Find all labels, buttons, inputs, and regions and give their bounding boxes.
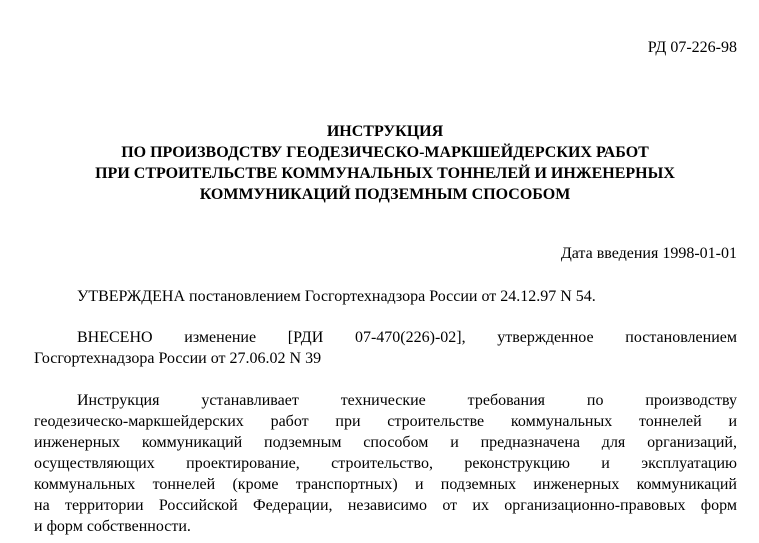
document-code: РД 07-226-98 — [647, 39, 737, 56]
approval-line-1 — [34, 286, 737, 307]
scope-paragraph — [34, 390, 737, 537]
title-line-4: КОММУНИКАЦИЙ ПОДЗЕМНЫМ СПОСОБОМ — [199, 186, 571, 203]
scope-line-6: на территории Российской Федерации, независимо от их организационно-правовых форм — [34, 497, 737, 514]
amendment-line-1 — [34, 327, 737, 348]
amendment-line-2: Госгортехнадзора России от 27.06.02 N 39 — [34, 350, 322, 367]
scope-line-4: осуществляющих проектирование, строительство, реконструкцию и эксплуатацию — [34, 455, 737, 472]
amendment-paragraph — [34, 327, 737, 369]
document-title — [0, 121, 759, 205]
scope-line-3: инженерных коммуникаций подземным способом и предназначена для организаций, — [34, 434, 737, 451]
scope-line-2: геодезическо-маркшейдерских работ при строительстве коммунальных тоннелей и — [34, 413, 737, 430]
amendment-text-1: ВНЕСЕНО изменение [РДИ 07-470(226)-02], утвержденное постановлением — [77, 329, 737, 346]
scope-text-1: Инструкция устанавливает технические требования по производству — [77, 392, 737, 409]
scope-line-5: коммунальных тоннелей (кроме транспортных) и подземных инженерных коммуникаций — [34, 476, 737, 493]
approval-paragraph — [34, 286, 737, 307]
scope-line-1 — [34, 390, 737, 411]
title-line-2: ПО ПРОИЗВОДСТВУ ГЕОДЕЗИЧЕСКО-МАРКШЕЙДЕРСКИХ РАБОТ — [121, 144, 649, 161]
title-line-3: ПРИ СТРОИТЕЛЬСТВЕ КОММУНАЛЬНЫХ ТОННЕЛЕЙ И ИНЖЕНЕРНЫХ — [95, 165, 675, 182]
introduction-date: Дата введения 1998-01-01 — [560, 245, 737, 262]
scope-line-7: и форм собственности. — [34, 518, 191, 535]
title-line-1: ИНСТРУКЦИЯ — [326, 123, 444, 140]
approval-text: УТВЕРЖДЕНА постановлением Госгортехнадзора России от 24.12.97 N 54. — [77, 288, 596, 305]
